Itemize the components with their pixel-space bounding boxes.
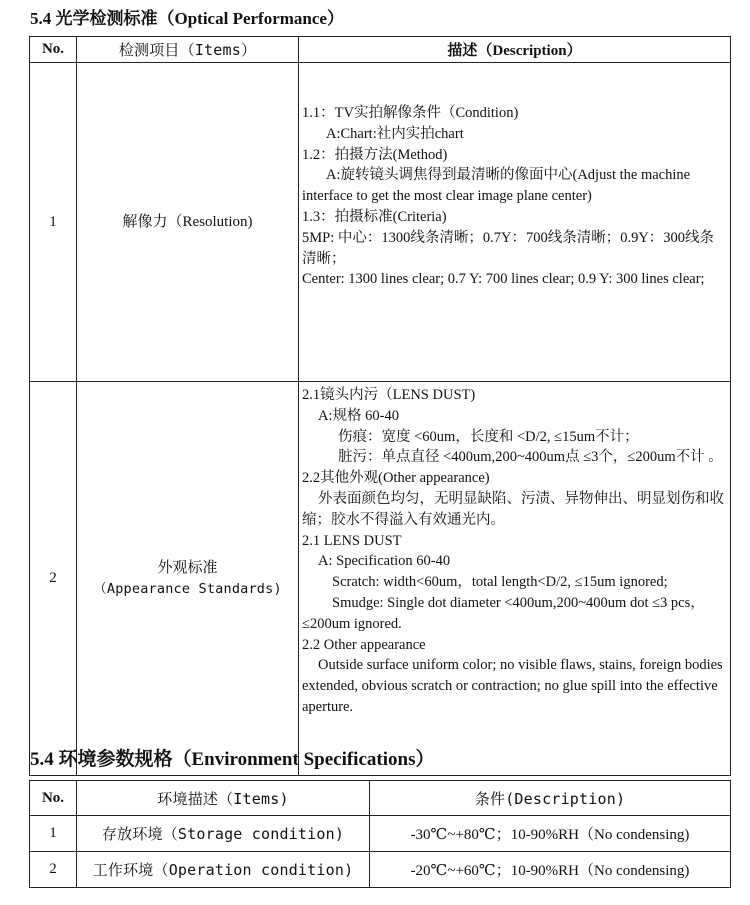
header-condition: 条件(Description): [370, 781, 731, 816]
description-appearance: [299, 382, 731, 776]
desc-line: 外表面颜色均匀，无明显缺陷、污渍、异物伸出、明显划伤和收缩；胶水不得溢入有效通光内。: [302, 490, 724, 528]
desc-line: 5MP: 中心：1300线条清晰；0.7Y：700线条清晰；0.9Y：300线条清晰；: [302, 229, 715, 267]
desc-line: Scratch: width<60um，total length<D/2, ≤15um ignored;: [332, 574, 668, 591]
table-row-storage: [30, 816, 731, 852]
env-storage: 存放环境（Storage condition): [77, 816, 370, 852]
desc-line: 2.2 Other appearance: [302, 636, 426, 653]
condition-operation: -20℃~+60℃；10-90%RH（No condensing): [370, 852, 731, 888]
row-number: 1: [30, 63, 77, 382]
desc-line: Outside surface uniform color; no visible flaws, stains, foreign bodies extended, obvious scratch or contraction; no glue spill into the effective aperture.: [302, 657, 723, 715]
desc-line: 脏污：单点直径 <400um,200~400um点 ≤3个，≤200um不计 。: [338, 449, 723, 466]
desc-line: Smudge: Single dot diameter <400um,200~400um dot ≤3 pcs，≤200um ignored.: [302, 594, 705, 632]
condition-storage: -30℃~+80℃；10-90%RH（No condensing): [370, 816, 731, 852]
row-number: 1: [30, 816, 77, 852]
row-number: 2: [30, 852, 77, 888]
item-appearance-cn: 外观标准: [157, 559, 218, 576]
desc-line: A:规格 60-40: [318, 407, 399, 424]
header-no: No.: [30, 781, 77, 816]
table-row-appearance: [30, 382, 731, 776]
desc-line: A: Specification 60-40: [318, 553, 451, 570]
table-header-row: [30, 37, 731, 63]
header-no: No.: [30, 37, 77, 63]
item-resolution: 解像力（Resolution): [77, 63, 299, 382]
desc-line: 1.3：拍摄标准(Criteria): [302, 208, 447, 225]
optical-performance-table: [29, 36, 731, 776]
table-row-resolution: [30, 63, 731, 382]
table-row-operation: [30, 852, 731, 888]
desc-line: 伤痕：宽度 <60um，长度和 <D/2, ≤15um不计；: [338, 428, 639, 445]
desc-line: 2.1 LENS DUST: [302, 532, 402, 549]
env-operation: 工作环境（Operation condition): [77, 852, 370, 888]
item-appearance-en: （Appearance Standards): [93, 580, 282, 597]
desc-line: 2.1镜头内污（LENS DUST): [302, 387, 476, 403]
header-env: 环境描述（Items): [77, 781, 370, 816]
description-resolution: [299, 63, 731, 382]
desc-line: Center: 1300 lines clear; 0.7 Y: 700 lines clear; 0.9 Y: 300 lines clear;: [302, 271, 705, 288]
section-title-optical: 5.4 光学检测标准（Optical Performance）: [30, 9, 344, 28]
header-description: 描述（Description）: [299, 37, 731, 63]
environment-specifications-table: [29, 780, 731, 888]
section-title-environment: 5.4 环境参数规格（Environment Specifications）: [30, 749, 435, 770]
header-items: 检测项目（Items）: [77, 37, 299, 63]
desc-line: A:旋转镜头调焦得到最清晰的像面中心(Adjust the machine interface to get the most clear image plane center): [302, 167, 691, 205]
desc-line: A:Chart:社内实拍chart: [326, 125, 464, 142]
desc-line: 2.2其他外观(Other appearance): [302, 470, 490, 487]
desc-line: 1.2：拍摄方法(Method): [302, 146, 448, 163]
table-header-row: [30, 781, 731, 816]
desc-line: 1.1：TV实拍解像条件（Condition): [302, 105, 519, 121]
row-number: 2: [30, 382, 77, 776]
item-appearance: [77, 382, 299, 776]
